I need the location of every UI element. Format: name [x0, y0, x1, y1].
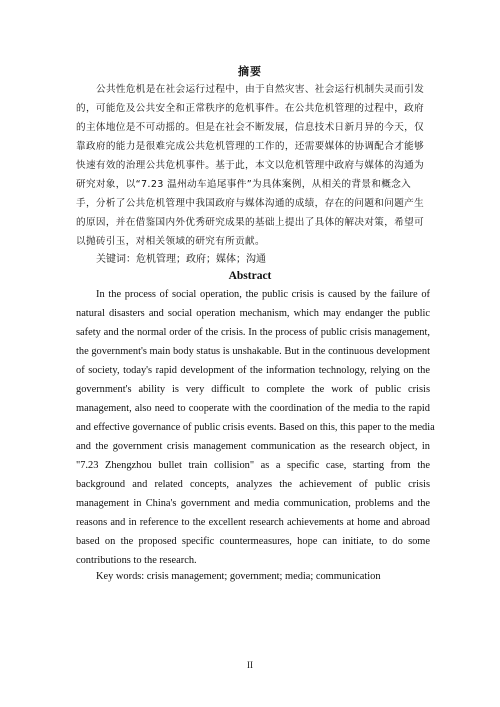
- chinese-abstract-line: 快速有效的治理公共危机事件。基于此，本文以危机管理中政府与媒体的沟通为: [76, 160, 425, 171]
- chinese-abstract-line: 的原因，并在借鉴国内外优秀研究成果的基础上提出了具体的解决对策，希望可: [76, 217, 425, 228]
- english-abstract-title: Abstract: [228, 270, 272, 282]
- page-number: II: [247, 660, 253, 670]
- english-abstract-line: contributions to the research.: [76, 555, 197, 566]
- chinese-abstract-line: 的，可能危及公共安全和正常秩序的危机事件。在公共危机管理的过程中，政府: [76, 103, 425, 114]
- english-keywords: Key words: crisis management; government; media; communication: [96, 571, 381, 582]
- english-abstract-line: of society, today's rapid development of the information technology, relying on the: [76, 365, 430, 376]
- chinese-abstract-title: 摘要: [238, 65, 262, 78]
- chinese-abstract-line: 以抛砖引玉，对相关领域的研究有所贡献。: [76, 236, 265, 247]
- chinese-keywords: [96, 250, 266, 265]
- chinese-keywords-label: 关键词：: [96, 254, 136, 265]
- english-abstract-line: "7.23 Zhengzhou bullet train collision" as a specific case, starting from the: [76, 460, 430, 471]
- english-abstract-line: based on the proposed specific countermeasures, hope can initiate, to do some: [76, 536, 430, 547]
- english-abstract-line: management, also need to cooperate with the coordination of the media to the rapid: [76, 403, 430, 414]
- chinese-abstract-line: 研究对象，以“7.23 温州动车追尾事件”为具体案例，从相关的背景和概念入: [76, 179, 412, 190]
- english-abstract-line: and the government crisis management communication as the research object, in: [76, 441, 430, 452]
- english-abstract-line: the government's main body status is unshakable. But in the continuous development: [76, 346, 430, 357]
- english-abstract-line: reasons and in reference to the excellent research achievements at home and abroad: [76, 517, 430, 528]
- english-abstract-line: In the process of social operation, the public crisis is caused by the failure of: [96, 289, 430, 300]
- chinese-abstract-line: 的主体地位是不可动摇的。但是在社会不断发展，信息技术日新月异的今天，仅: [76, 122, 425, 133]
- chinese-keywords-value: 危机管理；政府；媒体；沟通: [136, 254, 266, 265]
- english-abstract-line: management in China's government and media communication, problems and the: [76, 498, 430, 509]
- english-abstract-line: natural disasters and social operation mechanism, which may endanger the public: [76, 308, 430, 319]
- english-abstract-line: and effective governance of public crisis events. Based on this, this paper to the media: [76, 422, 435, 433]
- chinese-abstract-line: 公共性危机是在社会运行过程中，由于自然灾害、社会运行机制失灵而引发: [96, 84, 425, 95]
- english-abstract-line: government's ability is very difficult to complete the work of public crisis: [76, 384, 430, 395]
- english-abstract-line: background and related concepts, analyzes the achievement of public crisis: [76, 479, 430, 490]
- chinese-abstract-line: 靠政府的能力是很难完成公共危机管理的工作的，还需要媒体的协调配合才能够: [76, 141, 425, 152]
- english-abstract-line: safety and the normal order of the crisis. In the process of public crisis management,: [76, 327, 430, 338]
- chinese-abstract-line: 手，分析了公共危机管理中我国政府与媒体沟通的成绩，存在的问题和问题产生: [76, 198, 425, 209]
